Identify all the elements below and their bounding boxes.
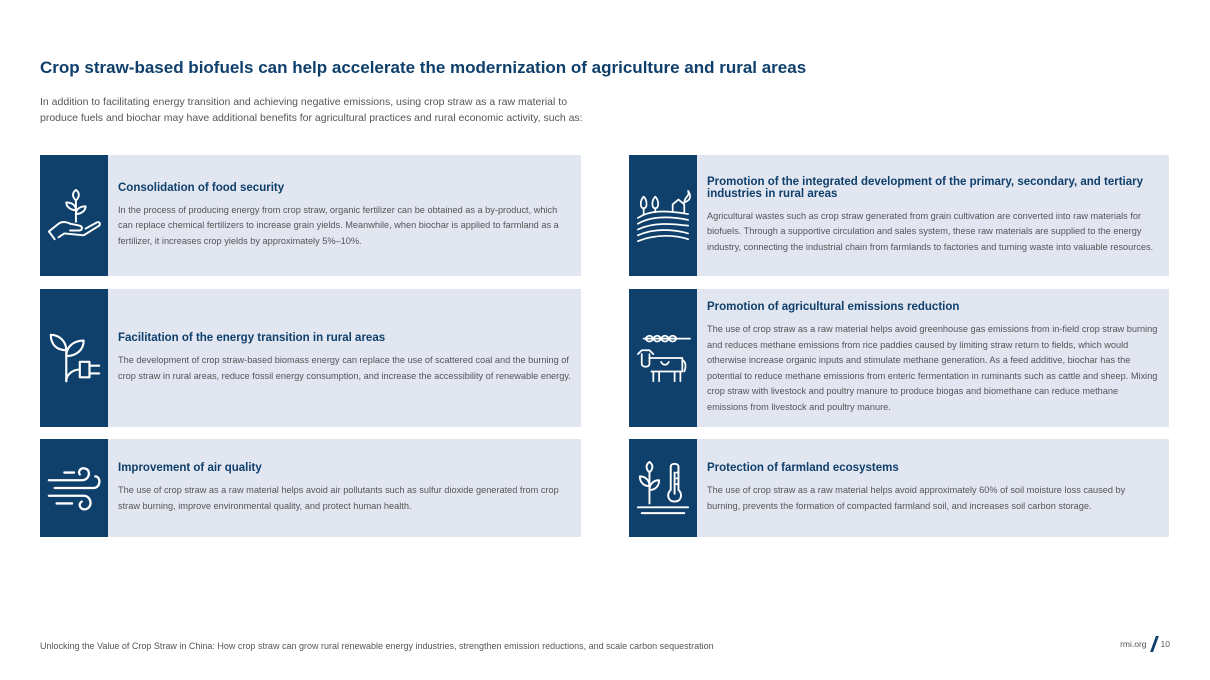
plant-thermometer-icon bbox=[629, 439, 697, 537]
card-heading: Facilitation of the energy transition in rural areas bbox=[118, 332, 386, 344]
card-heading: Improvement of air quality bbox=[118, 462, 262, 474]
farm-landscape-icon bbox=[629, 155, 697, 276]
benefit-card-air-quality bbox=[40, 439, 581, 537]
wind-icon bbox=[40, 439, 108, 537]
plant-plug-icon bbox=[40, 289, 108, 427]
card-body: Agricultural wastes such as crop straw generated from grain cultivation are converted into raw materials for biofuels. Through a supportive circulation and sales system, these raw materials are supplied to the energy industry, connecting the industrial chain from farmlands to factories and turning waste into valuable resources. bbox=[707, 210, 1154, 252]
card-heading: Promotion of agricultural emissions reduction bbox=[707, 301, 960, 313]
brand-link[interactable]: rmi.org bbox=[1120, 639, 1147, 649]
card-body: The use of crop straw as a raw material helps avoid approximately 60% of soil moisture loss caused by burning, prevents the formation of compacted farmland soil, and increases soil carbon storage. bbox=[707, 485, 1126, 511]
brand-footer bbox=[1120, 636, 1170, 652]
intro-paragraph: In addition to facilitating energy transition and achieving negative emissions, using crop straw as a raw material to produce fuels and biochar may have additional benefits for agricultural practices and rural economic activity, such as: bbox=[40, 96, 583, 124]
benefit-card-food-security bbox=[40, 155, 581, 276]
wheat-cow-icon bbox=[629, 289, 697, 427]
card-heading: Promotion of the integrated development of the primary, secondary, and tertiary industries in rural areas bbox=[707, 175, 1144, 200]
page-title: Crop straw-based biofuels can help accelerate the modernization of agriculture and rural areas bbox=[40, 58, 807, 77]
card-body: In the process of producing energy from crop straw, organic fertilizer can be obtained as a by-product, which can replace chemical fertilizers to increase grain yields. Meanwhile, when biochar is applied to farmland as a fertilizer, it increases crop yields by approximately 5%–10%. bbox=[118, 204, 559, 246]
card-heading: Protection of farmland ecosystems bbox=[707, 462, 899, 474]
card-body: The use of crop straw as a raw material helps avoid greenhouse gas emissions from in-field crop straw burning and reduces methane emissions from rice paddies caused by limiting straw return to fields, which would otherwise increase organic inputs and stimulate methane generation. As a feed additive, biochar has the potential to reduce methane emissions from enteric fermentation in ruminants such as cattle and sheep. Mixing crop straw with livestock and poultry manure to produce biogas and biomethane can reduce methane emissions from livestock and poultry manure. bbox=[707, 324, 1158, 412]
benefit-card-farmland-ecosystems bbox=[629, 439, 1169, 537]
card-heading: Consolidation of food security bbox=[118, 181, 285, 194]
benefit-card-emissions-reduction bbox=[629, 289, 1169, 427]
footer-report-title: Unlocking the Value of Crop Straw in China: How crop straw can grow rural renewable energy industries, strengthen emission reductions, and scale carbon sequestration bbox=[40, 641, 714, 651]
page-number: 10 bbox=[1160, 639, 1170, 649]
benefit-card-energy-transition bbox=[40, 289, 581, 427]
benefit-card-rural-industries bbox=[629, 155, 1169, 276]
brand-slash-mark bbox=[1150, 636, 1159, 652]
card-body: The use of crop straw as a raw material helps avoid air pollutants such as sulfur dioxide generated from crop straw burning, improve environmental quality, and protect human health. bbox=[118, 485, 559, 511]
hand-plant-icon bbox=[40, 155, 108, 276]
card-body: The development of crop straw-based biomass energy can replace the use of scattered coal and the burning of crop straw in rural areas, reduce fossil energy consumption, and increase the accessibility of renewable energy. bbox=[118, 355, 571, 381]
